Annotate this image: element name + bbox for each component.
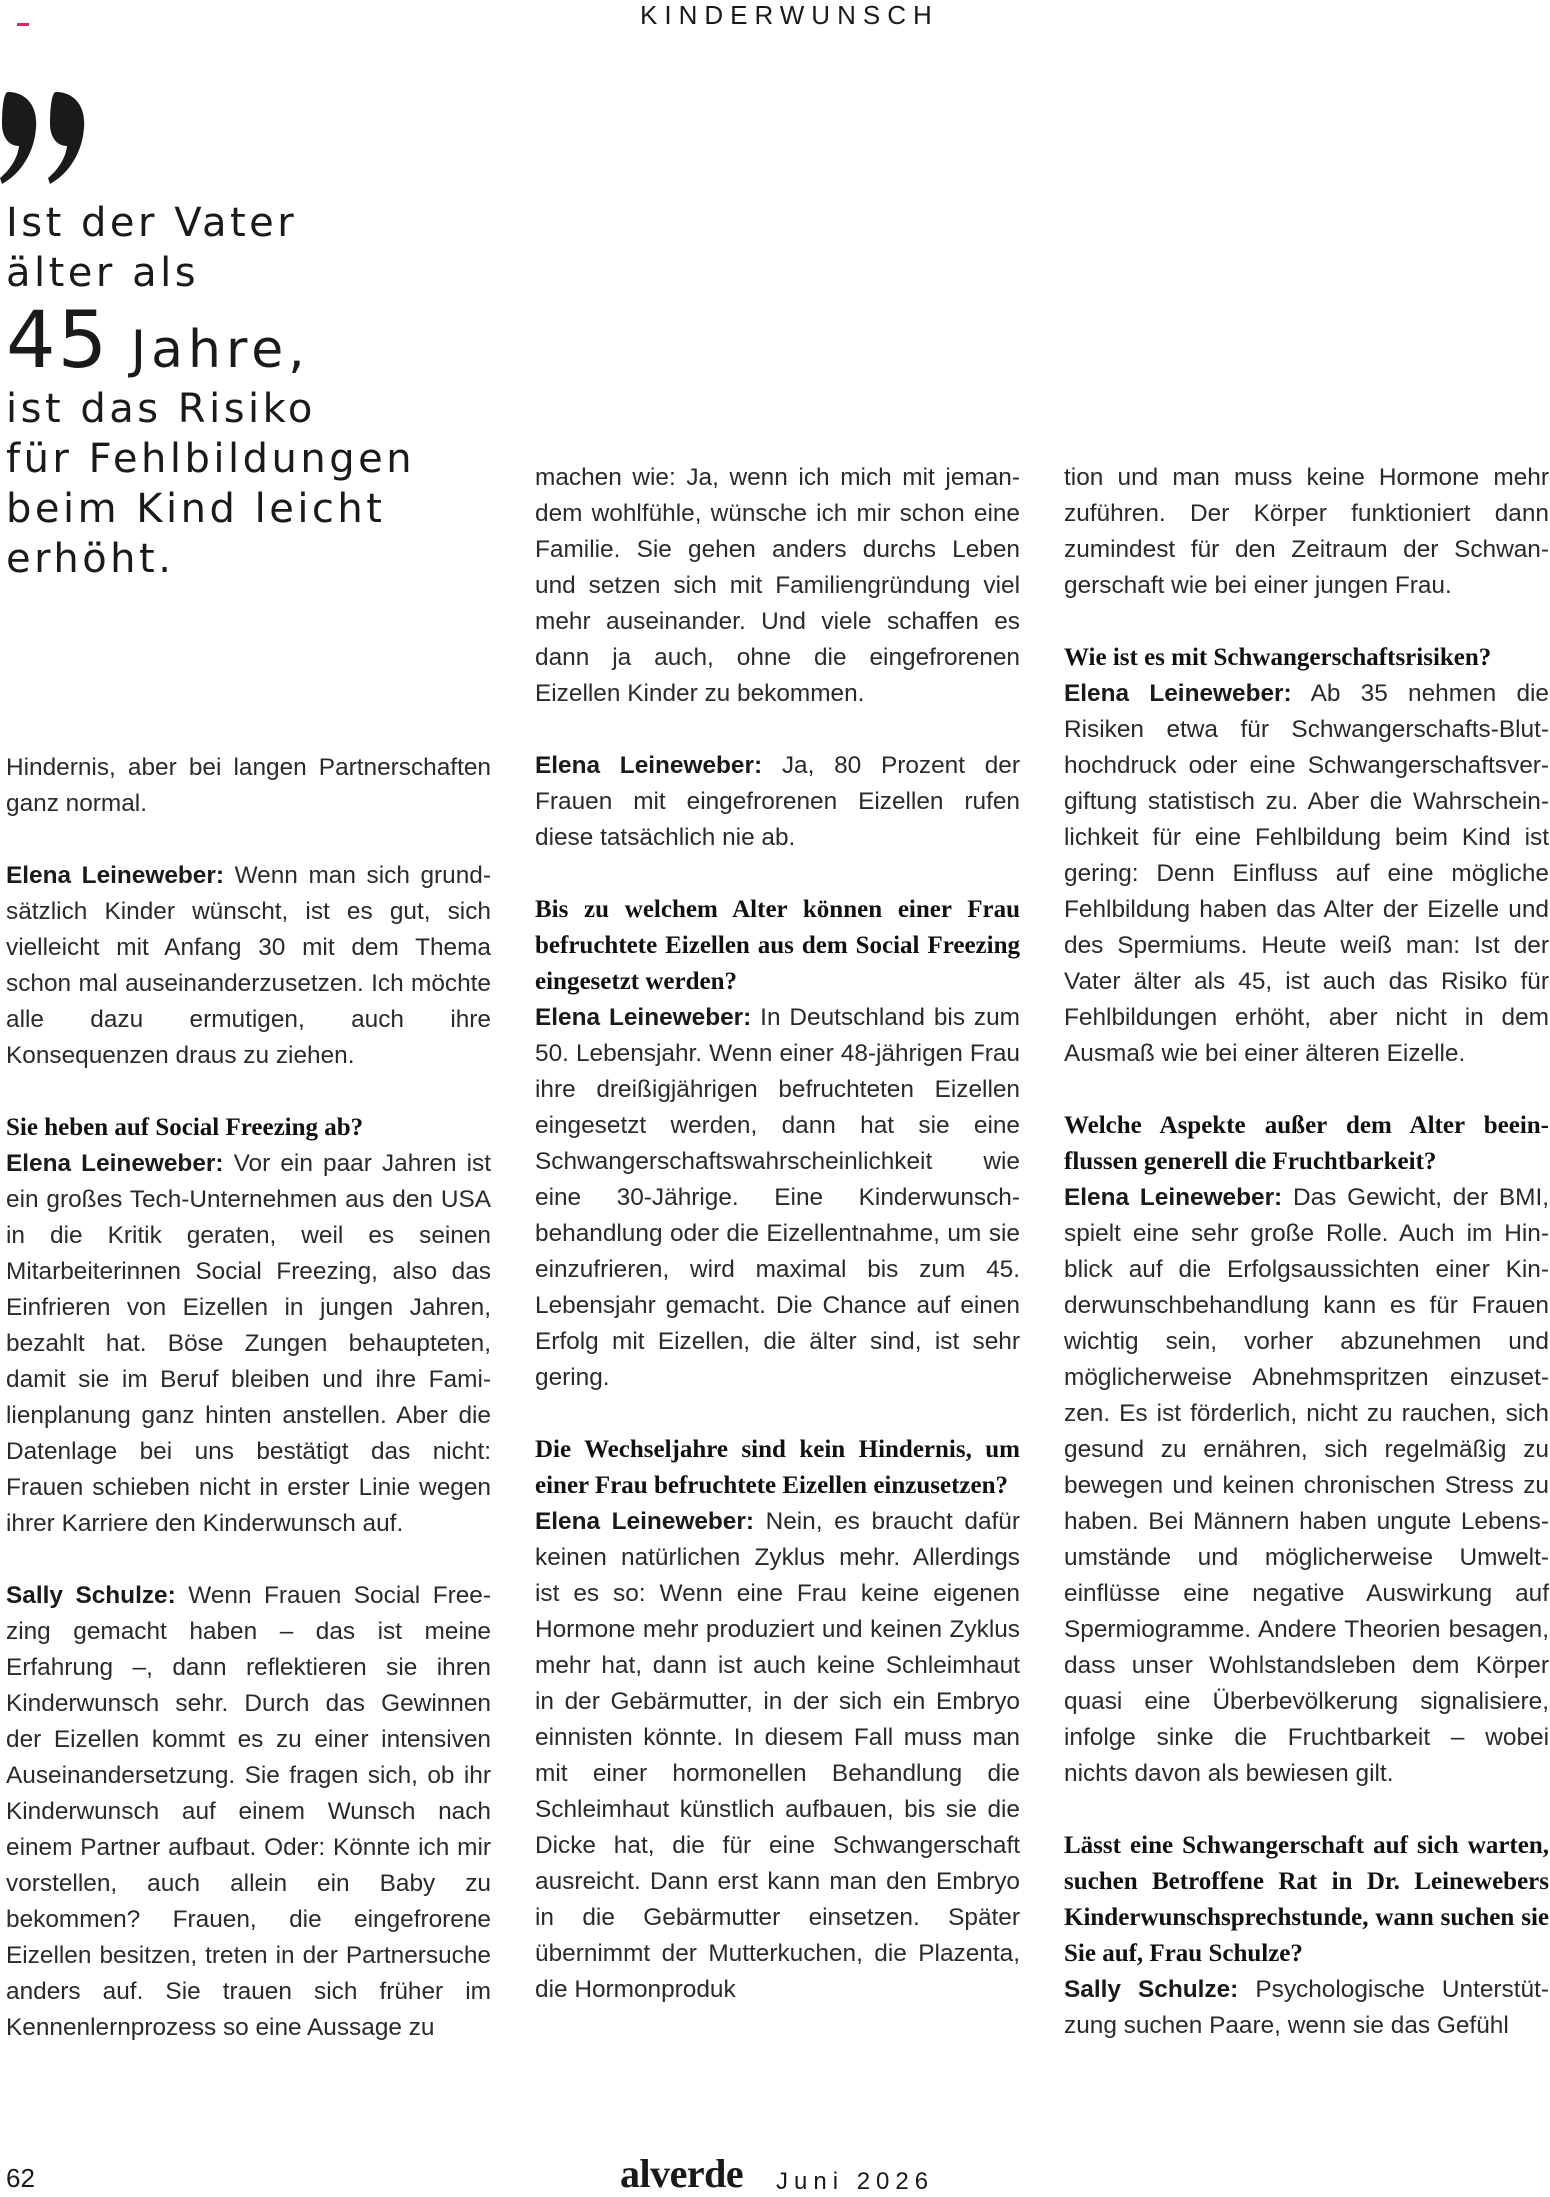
issue-date: Juni 2026 xyxy=(776,2168,935,2195)
pull-quote-line: erhöht. xyxy=(6,536,175,582)
speaker-name: Sally Schulze: xyxy=(6,1582,176,1609)
interview-question: Wie ist es mit Schwangerschaftsrisiken? xyxy=(1064,644,1492,671)
pull-quote-big-number: 45 xyxy=(6,296,110,386)
pull-quote-line: Ist der Vater xyxy=(6,200,298,246)
speaker-name: Elena Leineweber: xyxy=(535,1004,752,1031)
page-number: 62 xyxy=(6,2163,35,2193)
pull-quote-line: ist das Risiko xyxy=(6,386,316,432)
interview-question: Welche Aspekte außer dem Alter beeinflussen generell die Fruchtbarkeit? xyxy=(1064,1112,1549,1175)
paragraph-text: Hindernis, aber bei langen Partnerschaften ganz normal. xyxy=(6,754,491,817)
paragraph-text: Wenn man sich grundsätzlich Kinder wünscht, ist es gut, sich vielleicht mit Anfang 30 mit dem Thema schon mal auseinanderzusetzen. Ich möchte alle dazu ermutigen, auch ihre Konsequenzen draus zu ziehen. xyxy=(6,862,491,1069)
article-paragraph xyxy=(535,1432,1020,2008)
speaker-name: Elena Leineweber: xyxy=(535,752,763,779)
interview-question: Bis zu welchem Alter können einer Frau befruchtete Eizellen aus dem Social Freezing eingesetzt werden? xyxy=(535,896,1020,995)
paragraph-text: Nein, es braucht dafür keinen natürlichen Zyklus mehr. Allerdings ist es so: Wenn eine Frau keine eigenen Hormone mehr produziert und keinen Zyklus mehr hat, dann ist auch keine Schleimhaut in der Gebärmutter, in der sich ein Embryo einnisten könnte. In diesem Fall muss man mit einer hormonellen Behandlung die Schleimhaut künstlich aufbauen, bis sie die Dicke hat, die für eine Schwangerschaft ausreicht. Dann erst kann man den Embryo in die Gebärmutter einsetzen. Später übernimmt der Mutterkuchen, die Plazenta, die Hormonproduk xyxy=(535,1508,1020,2003)
corner-accent-mark xyxy=(17,23,29,26)
article-paragraph xyxy=(535,892,1020,1396)
pull-quote-number-line xyxy=(6,298,476,384)
interview-question: Sie heben auf Social Freezing ab? xyxy=(6,1114,364,1141)
article-paragraph xyxy=(1064,640,1549,1072)
article-paragraph xyxy=(1064,460,1549,604)
article-column-3 xyxy=(1064,460,1549,2044)
article-column-1 xyxy=(6,750,491,2046)
paragraph-text: Vor ein paar Jahren ist ein großes Tech-Unternehmen aus den USA in die Kritik geraten, weil es seinen Mitarbeiterinnen Social Freezing, also das Einfrieren von Eizellen in jungen Jahren, bezahlt hat. Böse Zungen behaupteten, damit sie im Beruf bleiben und ihre Familienplanung ganz hinten anstellen. Aber die Datenlage bei uns bestätigt das nicht: Frauen schieben nicht in erster Linie wegen ihrer Karriere den Kinderwunsch auf. xyxy=(6,1150,492,1537)
paragraph-text: Wenn Frauen Social Freezing gemacht haben – das ist meine Erfahrung –, dann reflektieren sie ihren Kinderwunsch sehr. Durch das Gewinnen der Eizellen kommt es zu einer intensiven Auseinandersetzung. Sie fragen sich, ob ihr Kinderwunsch auf einem Wunsch nach einem Partner aufbaut. Oder: Könnte ich mir vorstellen, auch allein ein Baby zu bekommen? Frauen, die eingefrorene Eizellen besitzen, treten in der Partnersuche anders auf. Sie trauen sich früher im Kennenlernprozess so eine Aussage zu xyxy=(6,1582,491,2041)
pull-quote-line: für Fehlbildungen xyxy=(6,436,416,482)
paragraph-text: tion und man muss keine Hormone mehr zuführen. Der Körper funktioniert dann zumindest für den Zeitraum der Schwangerschaft wie bei einer jungen Frau. xyxy=(1064,464,1549,599)
paragraph-text: Ja, 80 Prozent der Frauen mit eingefrorenen Eizellen rufen diese tatsächlich nie ab. xyxy=(535,752,1020,851)
paragraph-text: machen wie: Ja, wenn ich mich mit jemandem wohlfühle, wünsche ich mir schon eine Familie. Sie gehen anders durchs Leben und setzen sich mit Familiengründung viel mehr auseinander. Und viele schaffen es dann ja auch, ohne die eingefrorenen Eizellen Kinder zu bekommen. xyxy=(535,464,1020,707)
article-paragraph xyxy=(535,460,1020,712)
article-paragraph xyxy=(1064,1828,1549,2044)
article-paragraph xyxy=(1064,1108,1549,1792)
interview-question: Lässt eine Schwangerschaft auf sich warten, suchen Betroffene Rat in Dr. Leinewebers Kinderwunschsprechstunde, wann suchen sie Sie auf, Frau Schulze? xyxy=(1064,1832,1549,1967)
speaker-name: Elena Leineweber: xyxy=(535,1508,754,1535)
article-paragraph xyxy=(535,748,1020,856)
paragraph-text: Das Gewicht, der BMI, spielt eine sehr große Rolle. Auch im Hinblick auf die Erfolgsaussichten einer Kinderwunschbehandlung kann es für Frauen wichtig sein, vorher abzunehmen und möglicherweise Abnehmspritzen einzusetzen. Es ist förderlich, nicht zu rauchen, sich gesund zu ernähren, sich regelmäßig zu bewegen und keinen chronischen Stress zu haben. Bei Männern haben ungute Lebensumstände und möglicherweise Umwelteinflüsse eine negative Auswirkung auf Spermiogramme. Andere Theorien besagen, dass unser Wohlstandsleben dem Körper quasi eine Überbevölkerung signalisiere, infolge sinke die Fruchtbarkeit – wobei nichts davon als bewiesen gilt. xyxy=(1064,1184,1549,1787)
section-title: KINDERWUNSCH xyxy=(640,0,939,30)
pull-quote xyxy=(6,198,476,584)
speaker-name: Elena Leineweber: xyxy=(1064,680,1292,707)
pull-quote-line: älter als xyxy=(6,250,200,296)
paragraph-text: Psychologische Unterstützung suchen Paare, wenn sie das Gefühl xyxy=(1064,1976,1549,2039)
article-paragraph xyxy=(6,1110,491,1542)
pull-quote-after-number: Jahre, xyxy=(109,320,310,380)
speaker-name: Elena Leineweber: xyxy=(6,1150,224,1177)
paragraph-text: In Deutschland bis zum 50. Lebensjahr. Wenn einer 48-jährigen Frau ihre dreißigjährigen befruchteten Eizellen eingesetzt werden, dann hat sie eine Schwangerschaftswahrscheinlichkeit wie eine 30-Jährige. Eine Kinderwunschbehandlung oder die Eizellentnahme, um sie einzufrieren, wird maximal bis zum 45. Lebensjahr gemacht. Die Chance auf einen Erfolg mit Eizellen, die älter sind, ist sehr gering. xyxy=(535,1004,1021,1391)
paragraph-text: Ab 35 nehmen die Risiken etwa für Schwangerschafts-Bluthochdruck oder eine Schwangerschaftsvergiftung statistisch zu. Aber die Wahrscheinlichkeit für eine Fehlbildung beim Kind ist gering: Denn Einfluss auf eine mögliche Fehlbildung haben das Alter der Eizelle und des Spermiums. Heute weiß man: Ist der Vater älter als 45, ist auch das Risiko für Fehlbildungen erhöht, aber nicht in dem Ausmaß wie bei einer älteren Eizelle. xyxy=(1064,680,1549,1067)
interview-question: Die Wechseljahre sind kein Hindernis, um einer Frau befruchtete Eizellen einzusetzen? xyxy=(535,1436,1020,1499)
speaker-name: Elena Leineweber: xyxy=(1064,1184,1283,1211)
speaker-name: Sally Schulze: xyxy=(1064,1976,1239,2003)
speaker-name: Elena Leineweber: xyxy=(6,862,224,889)
article-paragraph xyxy=(6,750,491,822)
article-column-2 xyxy=(535,460,1020,2008)
magazine-logo: alverde xyxy=(620,2151,744,2196)
article-paragraph xyxy=(6,858,491,1074)
article-paragraph xyxy=(6,1578,491,2046)
pull-quote-line: beim Kind leicht xyxy=(6,486,386,532)
quotation-mark-icon xyxy=(0,88,92,188)
